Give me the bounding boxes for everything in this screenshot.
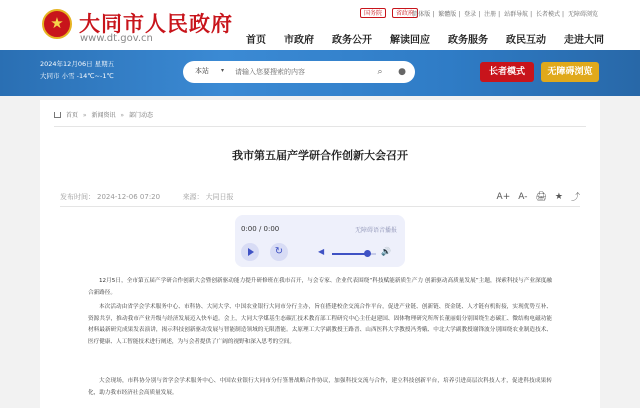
badge-state-council[interactable]: 国务院 [360,8,386,18]
top-links: 简体版 | 繁體版 | 登录 | 注册 | 站群导航 | 长者模式 | 无障碍浏览 [412,11,598,18]
article-source: 大同日报 [205,193,234,201]
audio-player [235,215,405,267]
breadcrumb-home[interactable]: 首页 [65,112,78,119]
current-date: 2024年12月06日 星期五 [40,60,115,68]
breadcrumb [54,110,153,119]
microphone-icon[interactable]: ● [398,67,406,77]
article-paragraph: 本次活动由省学会学术服务中心、市科协、大同大学、中国农业银行大同市分行主办，旨在搭建校企交流合作平台，促进产业链、创新链、资金链、人才链有机衔接，实现优势互补、资源共享，推动我市产业升级与经济发展迈入快车道。会上，大同大学煤基生态碳汇技术教育部工程研究中心主任赵建国、固体物理研究所所长董丽娟分别围绕生态碳汇、微结构电磁功能材料最新研究成果发表演讲，揭示科技创新驱动发展与智能制造领域的无限潜能。太原理工大学副教授王路晋、山西医科大学教授冯秀娥、中北大学副教授谢锋波分别围绕农业制造技术、医疗健康、人工智能技术进行阐述，为与会者提供了广阔的视野和深入思考的空间。 [88,304,552,345]
breadcrumb-news[interactable]: 新闻资讯 [91,112,116,119]
audio-voice-label: 无障碍语音播报 [354,227,397,234]
national-emblem-icon [42,9,72,39]
volume-slider[interactable] [332,253,376,255]
loop-icon[interactable]: ↻ [270,243,288,261]
article-panel [40,100,600,408]
nav-gov-affairs[interactable]: 政务公开 [332,35,372,46]
home-icon [54,112,61,118]
search-input[interactable] [235,64,365,80]
nav-city-gov[interactable]: 市政府 [284,35,314,46]
nav-interaction[interactable]: 政民互动 [506,35,546,46]
article-meta [60,192,234,202]
volume-low-icon[interactable]: ◀ [318,247,325,256]
site-header [0,0,640,50]
chevron-down-icon[interactable]: ▾ [221,67,225,74]
nav-home[interactable]: 首页 [246,35,266,46]
date-weather [40,58,114,82]
search-icon[interactable]: ⌕ [377,67,383,77]
audio-time: 0:00 / 0:00 [241,225,280,233]
share-icon[interactable]: ⤴ [570,193,580,203]
divider [54,126,586,127]
play-icon[interactable] [241,243,259,261]
breadcrumb-separator: » [82,112,87,119]
volume-high-icon[interactable]: 🔊 [381,247,391,256]
link-register[interactable]: 注册 [484,11,497,18]
link-traditional[interactable]: 繁體版 [438,11,457,18]
breadcrumb-dept-news[interactable]: 部门动态 [128,112,153,119]
article-tools [497,190,580,203]
link-site-group[interactable]: 站群导航 [504,11,529,18]
published-label: 发布时间： [60,193,95,201]
link-elder-mode[interactable]: 长者模式 [536,11,561,18]
breadcrumb-separator: » [120,112,125,119]
favorite-icon[interactable]: ★ [554,191,563,202]
published-time: 2024-12-06 07:20 [97,193,161,201]
article-paragraph: 大会现场，市科协分别与省学会学术服务中心、中国农业银行大同市分行签署战略合作协议，加强科技交流与合作，建立科技创新平台，培养引进高层次科技人才，促进科技成果转化，助力我市经济社会高质量发展。 [88,378,552,396]
print-icon[interactable]: 🖨 [535,191,547,202]
elder-mode-button[interactable]: 长者模式 [480,62,534,82]
badge-province-gov[interactable]: 省政府 [392,8,418,18]
font-increase-button[interactable]: A+ [496,191,511,202]
divider [60,206,580,207]
weather: 大同市 小雪 -14℃~-1℃ [40,72,114,80]
source-label: 来源： [182,193,204,201]
site-domain: www.dt.gov.cn [80,33,153,44]
search-scope-select[interactable]: 本站 [195,67,209,75]
main-nav [246,31,604,46]
article-title: 我市第五届产学研合作创新大会召开 [232,149,408,162]
link-simplified[interactable]: 简体版 [412,11,431,18]
volume-handle[interactable] [364,250,371,257]
nav-services[interactable]: 政务服务 [448,35,488,46]
banner [0,50,640,96]
accessible-browse-button[interactable]: 无障碍浏览 [541,62,599,82]
volume-fill [332,253,367,255]
nav-about-datong[interactable]: 走进大同 [564,35,604,46]
search-box [183,61,415,83]
link-login[interactable]: 登录 [464,11,477,18]
site-name[interactable]: 大同市人民政府 [79,11,233,36]
article-paragraph: 12月5日，全市第五届产学研合作创新大会暨创新驱动能力提升研修班在我市召开，与会专家、企业代表围绕“科技赋能新质生产力 创新驱动高质量发展”主题，探索科技与产业深度融合新路径。 [88,278,552,296]
link-accessible[interactable]: 无障碍浏览 [567,11,598,18]
font-decrease-button[interactable]: A- [518,191,528,202]
nav-interpretation[interactable]: 解读回应 [390,35,430,46]
